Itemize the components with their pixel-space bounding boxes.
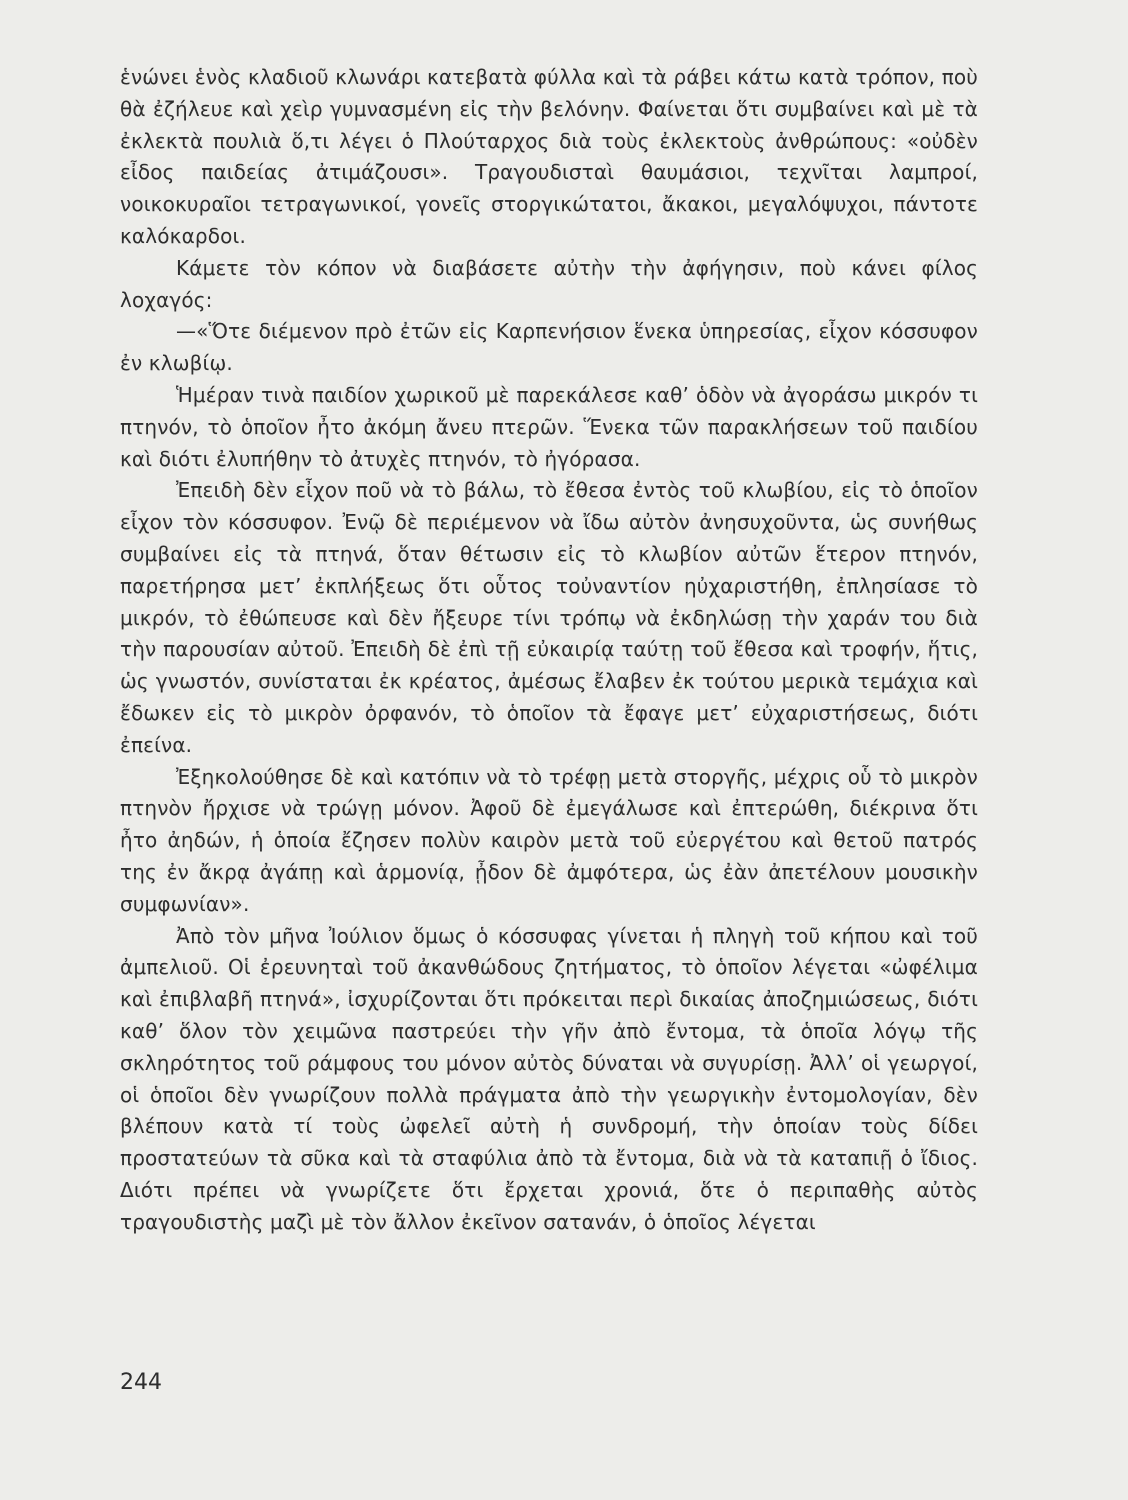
paragraph-quote-start: —«Ὅτε διέμενον πρὸ ἐτῶν εἰς Καρπενήσιον ἕνεκα ὑπηρεσίας, εἶχον κόσσυφον ἐν κλωβίῳ. — [120, 319, 978, 376]
paragraph-continued: ἑνώνει ἑνὸς κλαδιοῦ κλωνάρι κατεβατὰ φύλλα καὶ τὰ ράβει κάτω κατὰ τρόπον, ποὺ θὰ ἐζήλευε καὶ χεὶρ γυμνασμένη εἰς τὴν βελόνην. Φαίνεται ὅτι συμβαίνει καὶ μὲ τὰ ἐκλεκτὰ πουλιὰ ὅ,τι λέγει ὁ Πλούταρχος διὰ τοὺς ἐκλεκτοὺς ἀνθρώπους: «οὐδὲν εἶδος παιδείας ἀτιμάζουσι». Τραγουδισταὶ θαυμάσιοι, τεχνῖται λαμπροί, νοικοκυραῖοι τετραγωνικοί, γονεῖς στοργικώτατοι, ἄκακοι, μεγαλόψυχοι, πάντοτε καλόκαρδοι. — [120, 65, 978, 248]
paragraph: Ἐξηκολούθησε δὲ καὶ κατόπιν νὰ τὸ τρέφῃ μετὰ στοργῆς, μέχρις οὗ τὸ μικρὸν πτηνὸν ἤρχισε νὰ τρώγῃ μόνον. Ἀφοῦ δὲ ἐμεγάλωσε καὶ ἐπτερώθη, διέκρινα ὅτι ἦτο ἀηδών, ἡ ὁποία ἔζησεν πολὺν καιρὸν μετὰ τοῦ εὐεργέτου καὶ θετοῦ πατρός της ἐν ἄκρᾳ ἀγάπῃ καὶ ἁρμονίᾳ, ᾖδον δὲ ἀμφότερα, ὡς ἐὰν ἀπετέλουν μουσικὴν συμφωνίαν». — [120, 764, 978, 916]
body-text — [120, 62, 978, 1238]
paragraph: Κάμετε τὸν κόπον νὰ διαβάσετε αὐτὴν τὴν ἀφήγησιν, ποὺ κάνει φίλος λοχαγός: — [120, 255, 978, 312]
page-number: 244 — [120, 1370, 162, 1395]
paragraph: Ἀπὸ τὸν μῆνα Ἰούλιον ὅμως ὁ κόσσυφας γίνεται ἡ πληγὴ τοῦ κήπου καὶ τοῦ ἀμπελιοῦ. Οἱ ἐρευνηταὶ τοῦ ἀκανθώδους ζητήματος, τὸ ὁποῖον λέγεται «ὠφέλιμα καὶ ἐπιβλαβῆ πτηνά», ἰσχυρίζονται ὅτι πρόκειται περὶ δικαίας ἀποζημιώσεως, διότι καθ’ ὅλον τὸν χειμῶνα παστρεύει τὴν γῆν ἀπὸ ἔντομα, τὰ ὁποῖα λόγῳ τῆς σκληρότητος τοῦ ράμφους του μόνον αὐτὸς δύναται νὰ συγυρίσῃ. Ἀλλ’ οἱ γεωργοί, οἱ ὁποῖοι δὲν γνωρίζουν πολλὰ πράγματα ἀπὸ τὴν γεωργικὴν ἐντομολογίαν, δὲν βλέπουν κατὰ τί τοὺς ὠφελεῖ αὐτὴ ἡ συνδρομή, τὴν ὁποίαν τοὺς δίδει προστατεύων τὰ σῦκα καὶ τὰ σταφύλια ἀπὸ τὰ ἔντομα, διὰ νὰ τὰ καταπιῇ ὁ ἴδιος. Διότι πρέπει νὰ γνωρίζετε ὅτι ἔρχεται χρονιά, ὅτε ὁ περιπαθὴς αὐτὸς τραγουδιστὴς μαζὶ μὲ τὸν ἄλλον ἐκεῖνον σατανάν, ὁ ὁποῖος λέγεται — [120, 923, 978, 1234]
paragraph: Ἡμέραν τινὰ παιδίον χωρικοῦ μὲ παρεκάλεσε καθ’ ὁδὸν νὰ ἀγοράσω μικρόν τι πτηνόν, τὸ ὁποῖον ἦτο ἀκόμη ἄνευ πτερῶν. Ἕνεκα τῶν παρακλήσεων τοῦ παιδίου καὶ διότι ἐλυπήθην τὸ ἀτυχὲς πτηνόν, τὸ ἠγόρασα. — [120, 382, 978, 471]
paragraph: Ἐπειδὴ δὲν εἶχον ποῦ νὰ τὸ βάλω, τὸ ἔθεσα ἐντὸς τοῦ κλωβίου, εἰς τὸ ὁποῖον εἶχον τὸν κόσσυφον. Ἐνῷ δὲ περιέμενον νὰ ἴδω αὐτὸν ἀνησυχοῦντα, ὡς συνήθως συμβαίνει εἰς τὰ πτηνά, ὅταν θέτωσιν εἰς τὸ κλωβίον αὐτῶν ἕτερον πτηνόν, παρετήρησα μετ’ ἐκπλήξεως ὅτι οὗτος τοὐναντίον ηὐχαριστήθη, ἐπλησίασε τὸ μικρόν, τὸ ἐθώπευσε καὶ δὲν ἤξευρε τίνι τρόπῳ νὰ ἐκδηλώσῃ τὴν χαράν του διὰ τὴν παρουσίαν αὐτοῦ. Ἐπειδὴ δὲ ἐπὶ τῇ εὐκαιρίᾳ ταύτῃ τοῦ ἔθεσα καὶ τροφήν, ἥτις, ὡς γνωστόν, συνίσταται ἐκ κρέατος, ἀμέσως ἔλαβεν ἐκ τούτου μερικὰ τεμάχια καὶ ἔδωκεν εἰς τὸ μικρὸν ὀρφανόν, τὸ ὁποῖον τὰ ἔφαγε μετ’ εὐχαριστήσεως, διότι ἐπείνα. — [120, 478, 978, 757]
